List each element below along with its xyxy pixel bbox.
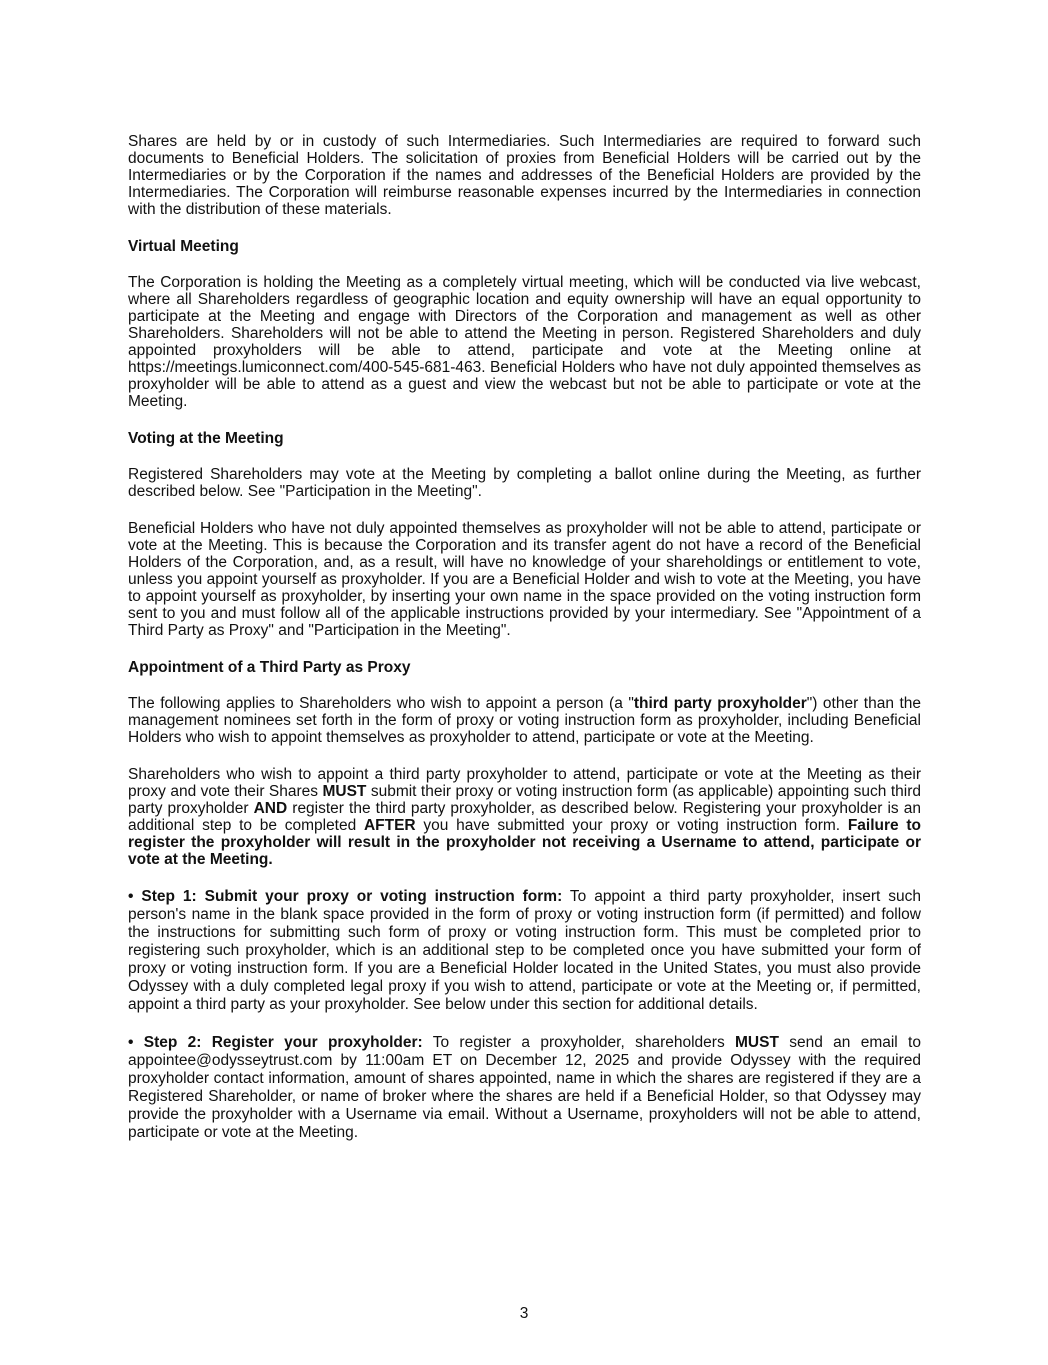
virtual-meeting-heading: Virtual Meeting	[128, 238, 239, 255]
appointment-paragraph-1: The following applies to Shareholders who wish to appoint a person (a "third party proxyholder") other than the management nominees set forth in the form of proxy or voting instruction form as proxyholder, including Beneficial Holders who wish to appoint themselves as proxyholder to attend, participate or vote at the Meeting.	[128, 695, 921, 746]
step-1-label: Step 1: Submit your proxy or voting instruction form:	[141, 888, 563, 905]
appointment-paragraph-2: Shareholders who wish to appoint a third party proxyholder to attend, participate or vote at the Meeting as their proxy and vote their Shares MUST submit their proxy or voting instruction form (as applicable) appointing such third party proxyholder AND register the third party proxyholder, as described below. Registering your proxyholder is an additional step to be completed AFTER you have submitted your proxy or voting instruction form. Failure to register the proxyholder will result in the proxyholder not receiving a Username to attend, participate or vote at the Meeting.	[128, 766, 922, 868]
step-1-item: • Step 1: Submit your proxy or voting instruction form: To appoint a third party proxyholder, insert such person's name in the blank space provided in the form of proxy or voting instruction form (if permitted) and follow the instructions for submitting such form of proxy or voting instruction form. This must be completed prior to registering such proxyholder, which is an additional step to be completed once you have submitted your form of proxy or voting instruction form. If you are a Beneficial Holder located in the United States, you must also provide Odyssey with a duly completed legal proxy if you wish to attend, participate or vote at the Meeting or, if permitted, appoint a third party as your proxyholder. See below under this section for additional details.	[128, 888, 921, 1013]
document-page	[128, 133, 921, 1142]
third-party-term: third party proxyholder	[633, 695, 807, 712]
step-2-label: Step 2: Register your proxyholder:	[143, 1034, 423, 1051]
bullet-icon: •	[128, 888, 134, 905]
voting-heading: Voting at the Meeting	[128, 430, 284, 447]
failure-warning: Failure to register the proxyholder will result in the proxyholder not receiving a Username to attend, participate or vote at the Meeting.	[128, 817, 922, 868]
voting-paragraph-2: Beneficial Holders who have not duly appointed themselves as proxyholder will not be able to attend, participate or vote at the Meeting. This is because the Corporation and its transfer agent do not have a record of the Beneficial Holders of the Corporation, and, as a result, will have no knowledge of your shareholdings or entitlement to vote, unless you appoint yourself as proxyholder. If you are a Beneficial Holder and wish to vote at the Meeting, you have to appoint yourself as proxyholder, by inserting your own name in the space provided on the voting instruction form sent to you and must follow all of the applicable instructions provided by your intermediary. See "Appointment of a Third Party as Proxy" and "Participation in the Meeting".	[128, 520, 921, 639]
bullet-icon: •	[128, 1034, 134, 1051]
virtual-meeting-paragraph: The Corporation is holding the Meeting as a completely virtual meeting, which will be conducted via live webcast, where all Shareholders regardless of geographic location and equity ownership will have an equal opportunity to participate at the Meeting and engage with Directors of the Corporation and management as well as other Shareholders. Shareholders will not be able to attend the Meeting in person. Registered Shareholders and duly appointed proxyholders will be able to attend, participate and vote at the Meeting online at https://meetings.lumiconnect.com/400-545-681-463. Beneficial Holders who have not duly appointed themselves as proxyholder will be able to attend as a guest and view the webcast but not be able to participate or vote at the Meeting.	[128, 274, 921, 410]
appointment-heading: Appointment of a Third Party as Proxy	[128, 659, 411, 676]
voting-paragraph-1: Registered Shareholders may vote at the Meeting by completing a ballot online during the Meeting, as further described below. See "Participation in the Meeting".	[128, 466, 921, 500]
page-number: 3	[519, 1305, 529, 1322]
intro-paragraph: Shares are held by or in custody of such Intermediaries. Such Intermediaries are required to forward such documents to Beneficial Holders. The solicitation of proxies from Beneficial Holders will be carried out by the Intermediaries or by the Corporation if the names and addresses of the Beneficial Holders are provided by the Intermediaries. The Corporation will reimburse reasonable expenses incurred by the Intermediaries in connection with the distribution of these materials.	[128, 133, 921, 218]
step-2-item: • Step 2: Register your proxyholder: To register a proxyholder, shareholders MUST send an email to appointee@odysseytrust.com by 11:00am ET on December 12, 2025 and provide Odyssey with the required proxyholder contact information, amount of shares appointed, name in which the shares are registered if they are a Registered Shareholder, or name of broker where the shares are held if a Beneficial Holder, so that Odyssey may provide the proxyholder with a Username via email. Without a Username, proxyholders will not be able to attend, participate or vote at the Meeting.	[128, 1034, 921, 1141]
